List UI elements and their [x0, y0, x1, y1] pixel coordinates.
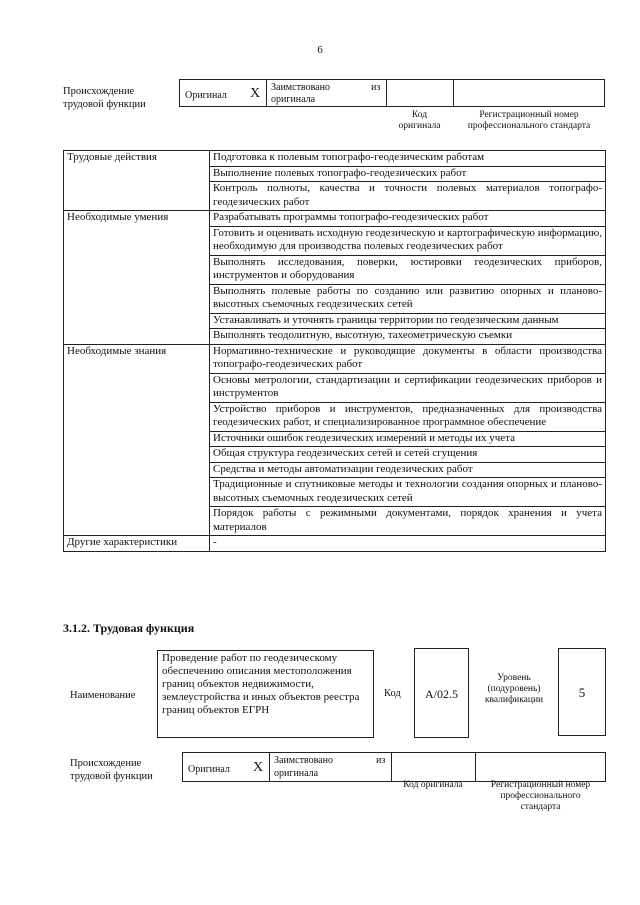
table-row	[64, 211, 606, 227]
borrowed-label-2: оригинала	[274, 768, 319, 779]
table-cell: Традиционные и спутниковые методы и технологии создания опорных и планово-высотных съемочных геодезических сетей	[210, 478, 606, 507]
code-label: Код	[384, 688, 401, 699]
section-title: 3.1.2. Трудовая функция	[63, 621, 195, 635]
table-cell: Выполнять теодолитную, высотную, тахеометрическую съемки	[210, 329, 606, 345]
table-row	[64, 151, 606, 167]
origin-label-line1: Происхождение	[63, 86, 135, 97]
reg-caption-line1: Регистрационный номер	[490, 780, 591, 790]
category-labor-actions: Трудовые действия	[64, 151, 210, 211]
table-cell: Выполнять полевые работы по созданию или развитию опорных и планово-высотных съемочных геодезических сетей	[210, 284, 606, 313]
table-cell: Общая структура геодезических сетей и сетей сгущения	[210, 447, 606, 463]
level-label-line2: (подуровень)	[487, 684, 541, 694]
origin-label-line1: Происхождение	[70, 758, 142, 769]
table-cell: Разрабатывать программы топографо-геодезических работ	[210, 211, 606, 227]
reg-caption-line2: профессионального	[500, 791, 581, 801]
level-value-box	[558, 648, 606, 736]
reg-number-cell	[475, 752, 606, 782]
function-name-value: Проведение работ по геодезическому обеспечению описания местоположения границ объектов недвижимости, землеустройства и иных объектов реестра границ объектов ЕГРН	[157, 650, 374, 738]
table-cell: Подготовка к полевым топографо-геодезическим работам	[210, 151, 606, 167]
code-caption-line1: Код	[411, 110, 428, 120]
code-caption: Код оригинала	[403, 780, 463, 790]
code-value-box	[414, 648, 469, 738]
table-row	[64, 344, 606, 373]
category-required-knowledge: Необходимые знания	[64, 344, 210, 536]
reg-caption-line3: стандарта	[520, 802, 561, 812]
borrowed-cell	[269, 752, 391, 782]
table-row	[64, 536, 606, 552]
borrowed-from: из	[371, 82, 381, 93]
original-cell	[179, 79, 266, 107]
table-cell: Выполнять исследования, поверки, юстировки геодезических приборов, инструментов и оборудования	[210, 255, 606, 284]
borrowed-cell	[266, 79, 386, 107]
table-cell: Готовить и оценивать исходную геодезическую и картографическую информацию, необходимую для производства полевых геодезических работ	[210, 226, 606, 255]
table-cell: Порядок работы с режимными документами, порядок хранения и учета материалов	[210, 507, 606, 536]
borrowed-label: Заимствовано	[274, 755, 333, 766]
table-cell: Устройство приборов и инструментов, предназначенных для производства геодезических работ, и специализированное программное обеспечение	[210, 402, 606, 431]
reg-caption-line1: Регистрационный номер	[479, 110, 579, 120]
code-caption-line2: оригинала	[398, 121, 441, 131]
level-label-line3: квалификации	[484, 695, 544, 705]
borrowed-from: из	[376, 755, 386, 766]
page-number: 6	[317, 44, 323, 56]
table-cell: -	[210, 536, 606, 552]
table-cell: Основы метрологии, стандартизации и сертификации геодезических приборов и инструментов	[210, 373, 606, 402]
original-label: Оригинал	[188, 764, 230, 775]
table-cell: Контроль полноты, качества и точности полевых материалов топографо-геодезических работ	[210, 182, 606, 211]
borrowed-label-2: оригинала	[271, 94, 316, 105]
table-cell: Нормативно-технические и руководящие документы в области производства топографо-геодезических работ	[210, 344, 606, 373]
reg-number-cell	[453, 79, 605, 107]
reg-caption-line2: профессионального стандарта	[467, 121, 591, 131]
table-cell: Средства и методы автоматизации геодезических работ	[210, 462, 606, 478]
origin-label-line2: трудовой функции	[63, 99, 146, 110]
labor-function-table	[63, 150, 606, 552]
original-mark: X	[250, 86, 261, 101]
level-value: 5	[578, 685, 586, 700]
original-cell	[182, 752, 269, 782]
code-value: A/02.5	[425, 687, 458, 701]
code-original-cell	[391, 752, 475, 782]
origin-label-line2: трудовой функции	[70, 771, 153, 782]
level-label-line1: Уровень	[497, 673, 531, 683]
original-label: Оригинал	[185, 90, 227, 101]
table-cell: Выполнение полевых топографо-геодезических работ	[210, 166, 606, 182]
borrowed-label: Заимствовано	[271, 82, 330, 93]
category-required-skills: Необходимые умения	[64, 211, 210, 345]
name-label: Наименование	[70, 690, 136, 701]
original-mark: X	[253, 760, 264, 775]
table-cell: Устанавливать и уточнять границы территории по геодезическим данным	[210, 313, 606, 329]
table-cell: Источники ошибок геодезических измерений и методы их учета	[210, 431, 606, 447]
category-other-characteristics: Другие характеристики	[64, 536, 210, 552]
code-original-cell	[386, 79, 453, 107]
